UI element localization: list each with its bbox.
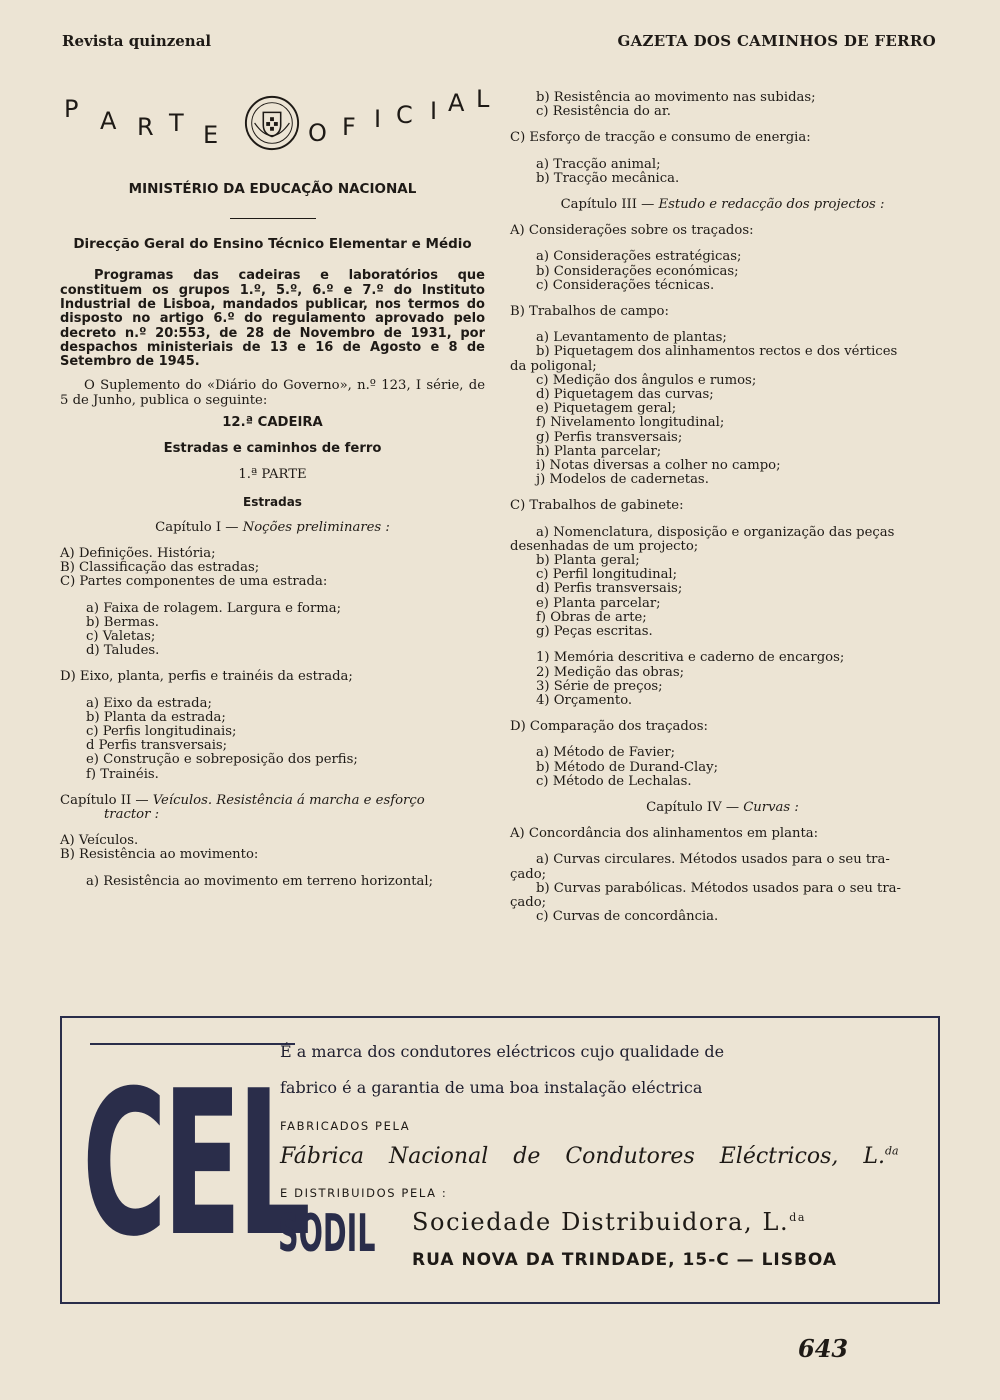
list-item: c) Considerações técnicas. — [536, 277, 715, 293]
list-item: b) Planta da estrada; — [86, 709, 226, 725]
parte-heading: 1.ª PARTE — [238, 467, 307, 483]
distributor-name: Sociedade Distribuidora, L.$^{da}$ — [412, 1208, 807, 1236]
list-item: i) Notas diversas a colher no campo; — [536, 458, 781, 474]
suplemento-paragraph: O Suplemento do «Diário do Governo», n.º 123, I série, de 5 de Junho, publica o seguinte: — [60, 378, 485, 408]
list-item: j) Modelos de cadernetas. — [536, 472, 709, 488]
list-item: 4) Orçamento. — [536, 692, 633, 708]
chapter-heading: Capítulo I — Noções preliminares : — [155, 519, 390, 535]
list-item-cont: çado; — [510, 866, 547, 882]
list-item: a) Método de Favier; — [536, 745, 676, 761]
list-item: f) Nivelamento longitudinal; — [536, 415, 725, 431]
list-item: c) Curvas de concordância. — [536, 909, 719, 925]
oficial-letter: C — [396, 101, 420, 129]
list-item: c) Perfil longitudinal; — [536, 567, 678, 583]
list-item: C) Partes componentes de uma estrada: — [60, 574, 328, 590]
list-item: g) Perfis transversais; — [536, 429, 683, 445]
list-item: c) Medição dos ângulos e rumos; — [536, 372, 757, 388]
brand-logo: CEL — [82, 1048, 307, 1281]
list-item: f) Trainéis. — [86, 766, 159, 782]
list-item: b) Curvas parabólicas. Métodos usados para o seu tra- — [536, 880, 901, 896]
parte-letter: E — [203, 121, 226, 149]
oficial-letter: L — [476, 85, 497, 113]
ad-tagline-2: fabrico é a garantia de uma boa instalação eléctrica — [280, 1078, 703, 1097]
distribuidos-label: E DISTRIBUIDOS PELA : — [280, 1186, 448, 1200]
list-item: B) Trabalhos de campo: — [510, 304, 669, 320]
list-item: a) Curvas circulares. Métodos usados para o seu tra- — [536, 852, 890, 868]
header-left: Revista quinzenal — [62, 32, 212, 50]
list-item: a) Nomenclatura, disposição e organização das peças — [536, 524, 895, 540]
list-item: C) Trabalhos de gabinete: — [510, 498, 684, 514]
chapter-heading: Capítulo III — Estudo e redacção dos projectos : — [560, 197, 885, 213]
page-number: 643 — [798, 1334, 849, 1363]
list-item: A) Considerações sobre os traçados: — [510, 223, 754, 239]
advertisement — [60, 1016, 940, 1304]
section-title — [60, 85, 497, 184]
list-item: d) Piquetagem das curvas; — [536, 387, 714, 403]
list-item: 3) Série de preços; — [536, 678, 663, 694]
cadeira-heading: 12.ª CADEIRA — [222, 414, 323, 430]
list-item: a) Considerações estratégicas; — [536, 249, 742, 265]
chapter-heading: Capítulo IV — Curvas : — [646, 799, 799, 815]
list-item: C) Esforço de tracção e consumo de energia: — [510, 130, 811, 146]
parte-letter: P — [64, 95, 86, 123]
divider — [230, 218, 316, 219]
oficial-letter: F — [342, 113, 363, 141]
distributor-address: RUA NOVA DA TRINDADE, 15-C — LISBOA — [412, 1250, 838, 1270]
list-item: g) Peças escritas. — [536, 624, 653, 640]
list-item: a) Tracção animal; — [536, 156, 661, 172]
list-item: 1) Memória descritiva e caderno de encargos; — [536, 650, 845, 666]
programas-paragraph: Programas das cadeiras e laboratórios que constituem os grupos 1.º, 5.º, 6.º e 7.º do Instituto Industrial de Lisboa, mandados publicar, nos termos do disposto no artigo 6.º do regulamento aprovado pelo decreto n.º 20:553, de 28 de Novembro de 1931, por despachos ministeriais de 13 e 16 de Agosto e 8 de Setembro de 1945. — [60, 268, 485, 370]
list-item: c) Valetas; — [86, 628, 156, 644]
list-item: c) Método de Lechalas. — [536, 773, 692, 789]
list-item: b) Piquetagem dos alinhamentos rectos e dos vértices — [536, 344, 898, 360]
list-item: b) Tracção mecânica. — [536, 170, 680, 186]
fabricados-label: FABRICADOS PELA — [280, 1119, 411, 1133]
manufacturer-name: Fábrica Nacional de Condutores Eléctricos, L.$^{da}$ — [280, 1144, 899, 1169]
list-item: b) Planta geral; — [536, 553, 640, 569]
ministry-heading: MINISTÉRIO DA EDUCAÇÃO NACIONAL — [128, 181, 417, 197]
list-item: A) Veículos. — [60, 833, 139, 849]
cadeira-title: Estradas e caminhos de ferro — [163, 441, 382, 457]
left-column — [60, 85, 497, 889]
list-item: D) Eixo, planta, perfis e trainéis da estrada; — [60, 669, 353, 685]
list-item: d) Taludes. — [86, 643, 160, 659]
chapter-heading-cont: tractor : — [104, 806, 160, 822]
list-item: b) Método de Durand-Clay; — [536, 759, 719, 775]
list-item: e) Construção e sobreposição dos perfis; — [86, 752, 358, 768]
list-item: A) Concordância dos alinhamentos em planta: — [510, 826, 819, 842]
coat-of-arms-icon — [243, 94, 301, 152]
list-item-cont: çado; — [510, 894, 547, 910]
oficial-letter: I — [430, 97, 445, 125]
distributor-logo: SODIL — [278, 1204, 376, 1264]
oficial-letter: I — [374, 105, 389, 133]
parte-letter: T — [169, 109, 191, 137]
list-item: b) Considerações económicas; — [536, 263, 739, 279]
list-item: a) Resistência ao movimento em terreno horizontal; — [86, 873, 434, 889]
list-item: D) Comparação dos traçados: — [510, 719, 708, 735]
list-item-cont: da poligonal; — [510, 358, 597, 374]
list-item: e) Planta parcelar; — [536, 595, 661, 611]
list-item: A) Definições. História; — [60, 545, 216, 561]
right-column — [510, 91, 935, 924]
header-right: GAZETA DOS CAMINHOS DE FERRO — [617, 32, 936, 50]
list-item: f) Obras de arte; — [536, 609, 647, 625]
list-item: d Perfis transversais; — [86, 738, 228, 754]
list-item-cont: desenhadas de um projecto; — [510, 538, 699, 554]
list-item: a) Eixo da estrada; — [86, 695, 212, 711]
list-item: a) Faixa de rolagem. Largura e forma; — [86, 600, 342, 616]
list-item: b) Bermas. — [86, 614, 159, 630]
list-item: h) Planta parcelar; — [536, 443, 662, 459]
direccao-heading: Direcção Geral do Ensino Técnico Elementar e Médio — [73, 236, 472, 253]
list-item: d) Perfis transversais; — [536, 581, 683, 597]
oficial-letter: A — [448, 89, 472, 117]
list-item: B) Resistência ao movimento: — [60, 847, 259, 863]
estradas-heading: Estradas — [243, 494, 302, 509]
parte-letter: A — [100, 107, 124, 135]
parte-letter: R — [137, 113, 161, 141]
list-item: e) Piquetagem geral; — [536, 401, 677, 417]
oficial-letter: O — [308, 119, 334, 147]
list-item: c) Resistência do ar. — [536, 104, 671, 120]
list-item: c) Perfis longitudinais; — [86, 723, 237, 739]
list-item: a) Levantamento de plantas; — [536, 330, 727, 346]
chapter-heading: Capítulo II — Veículos. Resistência á marcha e esforço — [60, 792, 425, 808]
list-item: B) Classificação das estradas; — [60, 560, 260, 576]
list-item: b) Resistência ao movimento nas subidas; — [536, 90, 816, 105]
list-item: 2) Medição das obras; — [536, 664, 685, 680]
decorative-rule — [90, 1043, 295, 1045]
ad-tagline-1: É a marca dos condutores eléctricos cujo qualidade de — [280, 1042, 725, 1061]
